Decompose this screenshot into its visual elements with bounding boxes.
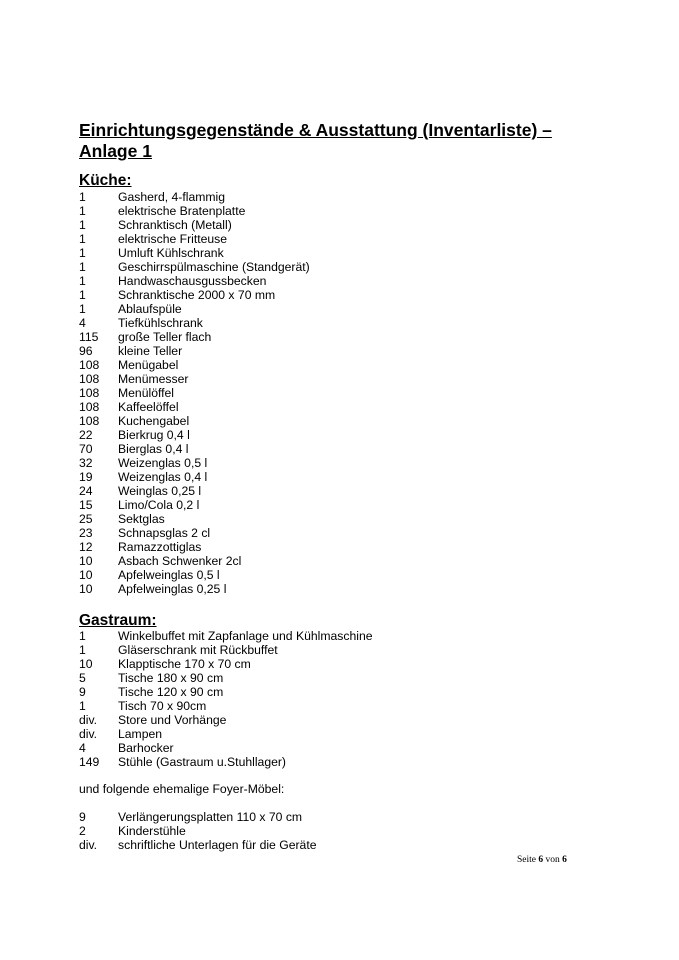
list-item [79, 554, 579, 568]
item-description: Tische 120 x 90 cm [118, 685, 224, 699]
list-item [79, 456, 579, 470]
page-label: Seite [517, 855, 536, 865]
page-title-line-1: Einrichtungsgegenstände & Ausstattung (Inventarliste) – [79, 120, 552, 140]
list-item [79, 204, 579, 218]
item-quantity: 115 [79, 330, 99, 344]
list-item [79, 629, 579, 643]
foyer-inventory-list [79, 810, 579, 852]
item-description: große Teller flach [118, 330, 212, 344]
item-quantity: div. [79, 838, 98, 852]
item-quantity: 10 [79, 657, 93, 671]
item-quantity: 9 [79, 685, 86, 699]
item-description: elektrische Fritteuse [118, 232, 228, 246]
item-description: Kinderstühle [118, 824, 186, 838]
list-item [79, 442, 579, 456]
item-description: Weinglas 0,25 l [118, 484, 202, 498]
list-item [79, 190, 579, 204]
list-item [79, 386, 579, 400]
item-description: Tiefkühlschrank [118, 316, 203, 330]
list-item [79, 755, 579, 769]
item-description: Verlängerungsplatten 110 x 70 cm [118, 810, 303, 824]
item-description: Lampen [118, 727, 163, 741]
item-quantity: div. [79, 727, 98, 741]
list-item [79, 232, 579, 246]
current-page: 6 [538, 855, 544, 865]
item-description: kleine Teller [118, 344, 183, 358]
item-description: Winkelbuffet mit Zapfanlage und Kühlmaschine [118, 629, 373, 643]
item-quantity: 15 [79, 498, 93, 512]
list-item [79, 372, 579, 386]
dining-heading: Gastraum: [79, 612, 157, 629]
page-title-line-2: Anlage 1 [79, 141, 152, 161]
item-description: Menügabel [118, 358, 179, 372]
item-description: Stühle (Gastraum u.Stuhllager) [118, 755, 286, 769]
item-quantity: 5 [79, 671, 86, 685]
item-quantity: 9 [79, 810, 86, 824]
item-quantity: 1 [79, 232, 86, 246]
item-quantity: 1 [79, 260, 86, 274]
item-quantity: div. [79, 713, 98, 727]
item-description: Sektglas [118, 512, 165, 526]
kitchen-inventory-list [79, 190, 579, 596]
item-quantity: 108 [79, 372, 100, 386]
list-item [79, 288, 579, 302]
list-item [79, 643, 579, 657]
item-description: Menümesser [118, 372, 189, 386]
item-quantity: 1 [79, 190, 86, 204]
item-description: schriftliche Unterlagen für die Geräte [118, 838, 317, 852]
list-item [79, 526, 579, 540]
item-quantity: 12 [79, 540, 93, 554]
item-quantity: 1 [79, 218, 86, 232]
item-quantity: 1 [79, 629, 86, 643]
list-item [79, 582, 579, 596]
item-quantity: 108 [79, 358, 100, 372]
item-description: Barhocker [118, 741, 174, 755]
page-number [517, 854, 567, 866]
item-description: Weizenglas 0,5 l [118, 456, 208, 470]
list-item [79, 512, 579, 526]
list-item [79, 344, 579, 358]
dining-inventory-list [79, 629, 579, 769]
item-description: Gasherd, 4-flammig [118, 190, 226, 204]
item-description: Handwaschausgussbecken [118, 274, 267, 288]
item-quantity: 10 [79, 568, 93, 582]
list-item [79, 400, 579, 414]
item-quantity: 1 [79, 643, 86, 657]
item-quantity: 1 [79, 302, 86, 316]
list-item [79, 824, 579, 838]
item-quantity: 23 [79, 526, 93, 540]
list-item [79, 838, 579, 852]
item-quantity: 24 [79, 484, 93, 498]
item-quantity: 1 [79, 246, 86, 260]
list-item [79, 727, 579, 741]
item-description: Geschirrspülmaschine (Standgerät) [118, 260, 310, 274]
list-item [79, 330, 579, 344]
list-item [79, 358, 579, 372]
list-item [79, 246, 579, 260]
item-quantity: 1 [79, 204, 86, 218]
item-description: Bierkrug 0,4 l [118, 428, 190, 442]
list-item [79, 274, 579, 288]
item-description: elektrische Bratenplatte [118, 204, 246, 218]
page-of-label: von [545, 855, 560, 865]
item-quantity: 32 [79, 456, 93, 470]
item-quantity: 22 [79, 428, 93, 442]
item-description: Ablaufspüle [118, 302, 182, 316]
list-item [79, 741, 579, 755]
item-description: Schranktische 2000 x 70 mm [118, 288, 276, 302]
list-item [79, 302, 579, 316]
item-description: Klapptische 170 x 70 cm [118, 657, 251, 671]
item-quantity: 1 [79, 288, 86, 302]
item-quantity: 2 [79, 824, 86, 838]
item-quantity: 10 [79, 554, 93, 568]
item-quantity: 149 [79, 755, 100, 769]
item-quantity: 10 [79, 582, 93, 596]
item-quantity: 4 [79, 741, 86, 755]
list-item [79, 484, 579, 498]
item-description: Asbach Schwenker 2cl [118, 554, 242, 568]
list-item [79, 810, 579, 824]
item-quantity: 4 [79, 316, 86, 330]
item-description: Tische 180 x 90 cm [118, 671, 224, 685]
page-title [79, 120, 599, 162]
item-description: Umluft Kühlschrank [118, 246, 224, 260]
foyer-note: und folgende ehemalige Foyer-Möbel: [79, 782, 285, 796]
item-description: Bierglas 0,4 l [118, 442, 189, 456]
list-item [79, 316, 579, 330]
list-item [79, 540, 579, 554]
item-description: Apfelweinglas 0,5 l [118, 568, 220, 582]
item-quantity: 108 [79, 414, 100, 428]
item-description: Weizenglas 0,4 l [118, 470, 208, 484]
list-item [79, 568, 579, 582]
item-description: Apfelweinglas 0,25 l [118, 582, 227, 596]
list-item [79, 685, 579, 699]
item-description: Schnapsglas 2 cl [118, 526, 211, 540]
total-pages: 6 [562, 855, 567, 865]
list-item [79, 699, 579, 713]
list-item [79, 260, 579, 274]
item-quantity: 108 [79, 400, 100, 414]
item-description: Kaffeelöffel [118, 400, 179, 414]
item-quantity: 108 [79, 386, 100, 400]
item-description: Ramazzottiglas [118, 540, 202, 554]
item-quantity: 19 [79, 470, 93, 484]
item-description: Menülöffel [118, 386, 175, 400]
list-item [79, 713, 579, 727]
list-item [79, 428, 579, 442]
item-quantity: 1 [79, 699, 86, 713]
item-description: Kuchengabel [118, 414, 190, 428]
item-quantity: 70 [79, 442, 93, 456]
item-quantity: 25 [79, 512, 93, 526]
list-item [79, 498, 579, 512]
item-description: Schranktisch (Metall) [118, 218, 232, 232]
kitchen-heading: Küche: [79, 172, 132, 189]
list-item [79, 414, 579, 428]
item-description: Store und Vorhänge [118, 713, 227, 727]
list-item [79, 671, 579, 685]
list-item [79, 657, 579, 671]
item-description: Gläserschrank mit Rückbuffet [118, 643, 278, 657]
list-item [79, 470, 579, 484]
list-item [79, 218, 579, 232]
item-quantity: 1 [79, 274, 86, 288]
item-description: Limo/Cola 0,2 l [118, 498, 200, 512]
item-description: Tisch 70 x 90cm [118, 699, 207, 713]
item-quantity: 96 [79, 344, 93, 358]
